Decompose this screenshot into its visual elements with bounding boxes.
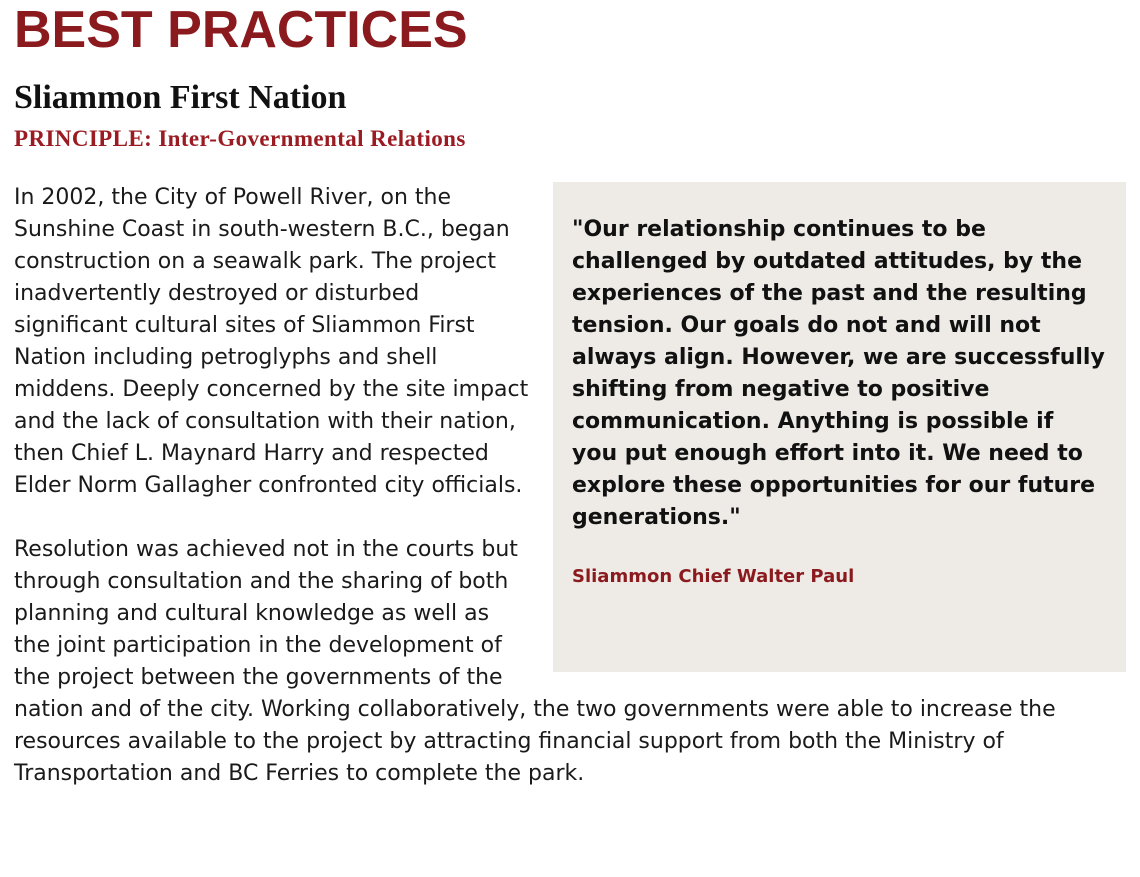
pull-quote-box bbox=[553, 182, 1126, 672]
quote-attribution: Sliammon Chief Walter Paul bbox=[572, 566, 855, 587]
page-title: BEST PRACTICES bbox=[14, 1, 468, 59]
article-body bbox=[14, 182, 1114, 790]
article-paragraph-1: In 2002, the City of Powell River, on the Sunshine Coast in south-western B.C., began construction on a seawalk park. The project inadvertently destroyed or disturbed significant cultural sites of Sliammon First Nation including petroglyphs and shell middens. Deeply concerned by the site impact and the lack of consultation with their nation, then Chief L. Maynard Harry and respected Elder Norm Gallagher confronted city officials. bbox=[14, 185, 529, 498]
organization-name: Sliammon First Nation bbox=[14, 79, 347, 116]
principle-heading: PRINCIPLE: Inter-Governmental Relations bbox=[14, 126, 466, 151]
pull-quote-text: "Our relationship continues to be challenged by outdated attitudes, by the experiences of the past and the resulting tension. Our goals do not and will not always align. However, we are successfully shifting from negative to positive communication. Anything is possible if you put enough effort into it. We need to explore these opportunities for our future generations." bbox=[572, 217, 1105, 530]
article-paragraph-2: Resolution was achieved not in the courts but through consultation and the sharing of both planning and cultural knowledge as well as the joint participation in the development of the project between the governments of the nation and of the city. Working collaboratively, the two governments were able to increase the resources available to the project by attracting financial support from both the Ministry of Transportation and BC Ferries to complete the park. bbox=[14, 537, 1056, 786]
